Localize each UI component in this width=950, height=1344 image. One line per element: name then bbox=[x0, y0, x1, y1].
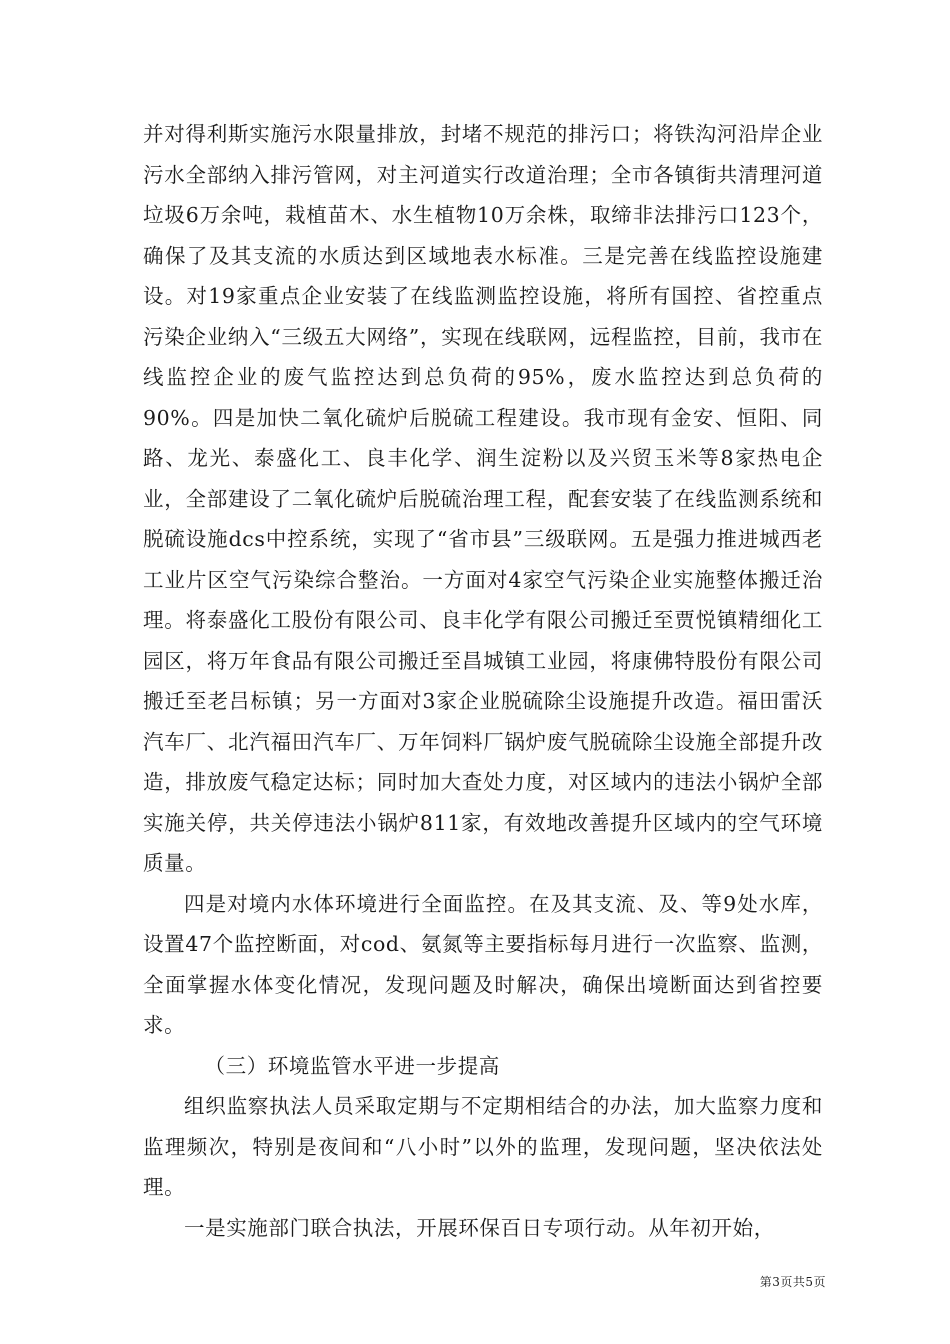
paragraph-supervision: 组织监察执法人员采取定期与不定期相结合的办法，加大监察力度和监理频次，特别是夜间和“八小时”以外的监理，发现问题，坚决依法处理。 bbox=[143, 1094, 823, 1199]
paragraph-water-monitoring: 四是对境内水体环境进行全面监控。在及其支流、及、等9处水库，设置47个监控断面，对cod、氨氮等主要指标每月进行一次监察、监测，全面掌握水体变化情况，发现问题及时解决，确保出境断面达到省控要求。 bbox=[143, 891, 823, 1037]
page-number-footer: 第3页共5页 bbox=[759, 1275, 826, 1289]
paragraph-continuation: 并对得利斯实施污水限量排放，封堵不规范的排污口；将铁沟河沿岸企业污水全部纳入排污管网，对主河道实行改道治理；全市各镇街共清理河道垃圾6万余吨，栽植苗木、水生植物10万余株，取缔非法排污口123个，确保了及其支流的水质达到区域地表水标准。三是完善在线监控设施建设。对19家重点企业安装了在线监测监控设施，将所有国控、省控重点污染企业纳入“三级五大网络”，实现在线联网，远程监控，目前，我市在线监控企业的废气监控达到总负荷的95%，废水监控达到总负荷的90%。四是加快二氧化硫炉后脱硫工程建设。我市现有金安、恒阳、同路、龙光、泰盛化工、良丰化学、润生淀粉以及兴贸玉米等8家热电企业，全部建设了二氧化硫炉后脱硫治理工程，配套安装了在线监测系统和脱硫设施dcs中控系统，实现了“省市县”三级联网。五是强力推进城西老工业片区空气污染综合整治。一方面对4家空气污染企业实施整体搬迁治理。将泰盛化工股份有限公司、良丰化学有限公司搬迁至贾悦镇精细化工园区，将万年食品有限公司搬迁至昌城镇工业园，将康佛特股份有限公司搬迁至老吕标镇；另一方面对3家企业脱硫除尘设施提升改造。福田雷沃汽车厂、北汽福田汽车厂、万年饲料厂锅炉废气脱硫除尘设施全部提升改造，排放废气稳定达标；同时加大查处力度，对区域内的违法小锅炉全部实施关停，共关停违法小锅炉811家，有效地改善提升区域内的空气环境质量。 bbox=[143, 122, 823, 875]
document-body bbox=[143, 114, 823, 1248]
paragraph-joint-enforcement: 一是实施部门联合执法，开展环保百日专项行动。从年初开始， bbox=[184, 1215, 775, 1240]
section-heading: （三）环境监管水平进一步提高 bbox=[204, 1053, 500, 1078]
